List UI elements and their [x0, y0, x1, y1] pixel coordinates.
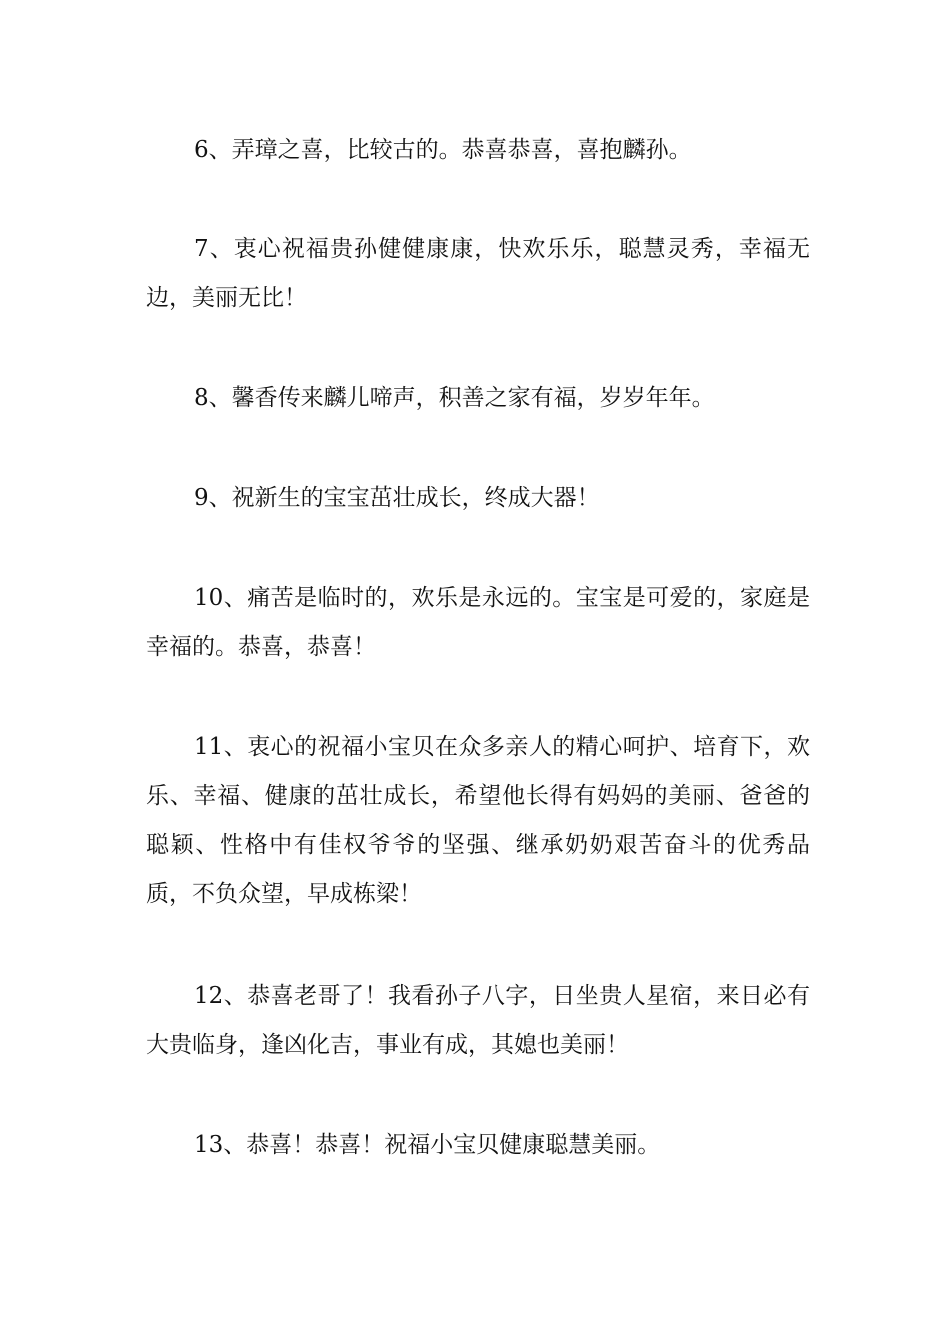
blessing-paragraph-12: 12、恭喜老哥了！我看孙子八字，日坐贵人星宿，来日必有大贵临身，逢凶化吉，事业有成，其媳也美丽！ — [146, 983, 810, 1058]
blessing-paragraph-9: 9、祝新生的宝宝茁壮成长，终成大器！ — [194, 485, 600, 511]
blessing-paragraph-8: 8、馨香传来麟儿啼声，积善之家有福，岁岁年年。 — [194, 385, 715, 411]
blessing-paragraph-11: 11、衷心的祝福小宝贝在众多亲人的精心呵护、培育下，欢乐、幸福、健康的茁壮成长，希望他长得有妈妈的美丽、爸爸的聪颖、性格中有佳权爷爷的坚强、继承奶奶艰苦奋斗的优秀品质，不负众望，早成栋梁！ — [146, 734, 810, 907]
blessing-paragraph-13: 13、恭喜！恭喜！祝福小宝贝健康聪慧美丽。 — [194, 1132, 661, 1158]
blessing-paragraph-7: 7、衷心祝福贵孙健健康康，快欢乐乐，聪慧灵秀，幸福无边，美丽无比！ — [146, 236, 810, 311]
blessing-paragraph-10: 10、痛苦是临时的，欢乐是永远的。宝宝是可爱的，家庭是幸福的。恭喜，恭喜！ — [146, 585, 810, 660]
blessing-paragraph-6: 6、弄璋之喜，比较古的。恭喜恭喜，喜抱麟孙。 — [194, 137, 692, 163]
